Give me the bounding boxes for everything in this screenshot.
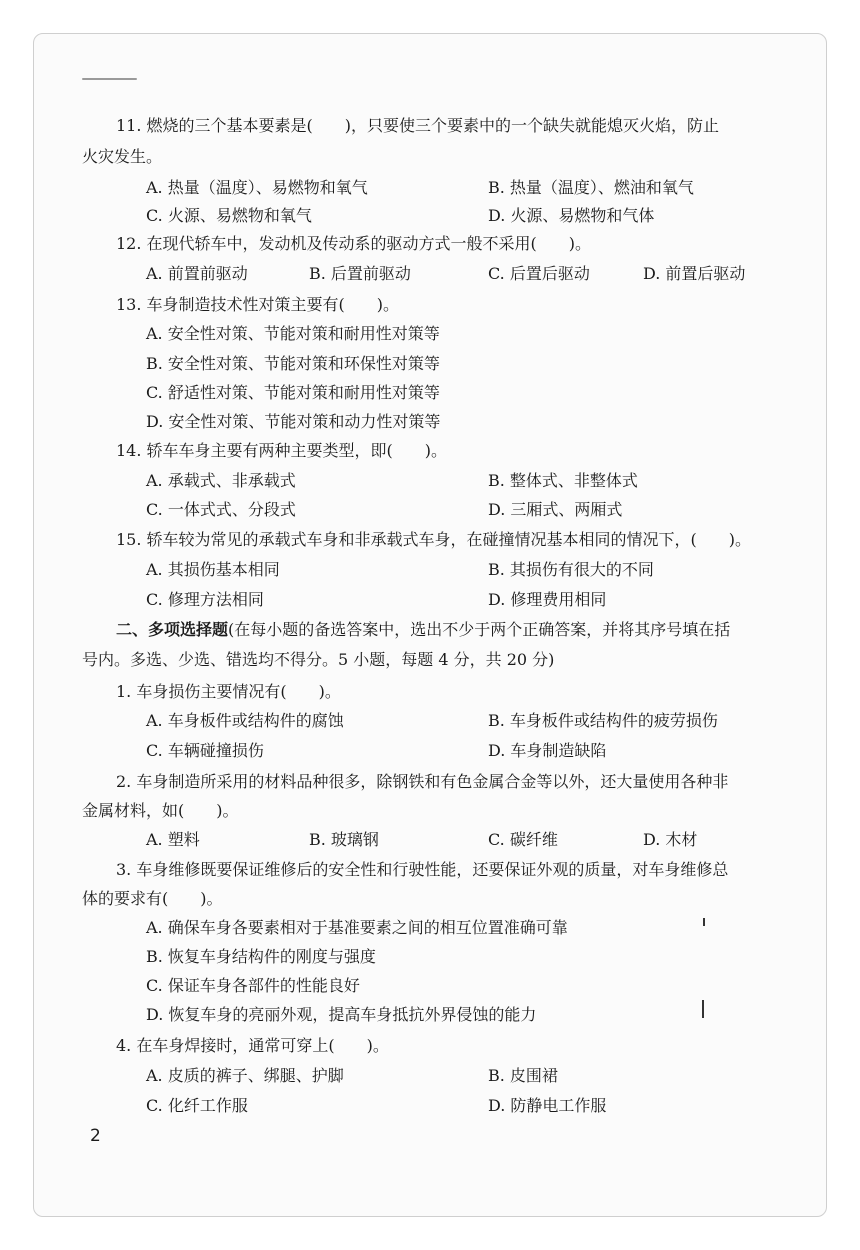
multi-question-2-stem: 2. 车身制造所采用的材料品种很多，除钢铁和有色金属合金等以外，还大量使用各种非 xyxy=(116,772,729,791)
question-15-option-b: B. 其损伤有很大的不同 xyxy=(488,560,654,579)
question-12-option-c: C. 后置后驱动 xyxy=(488,264,590,283)
question-15-stem: 15. 轿车较为常见的承载式车身和非承载式车身，在碰撞情况基本相同的情况下，( )。 xyxy=(116,530,752,549)
question-14-stem: 14. 轿车车身主要有两种主要类型，即( )。 xyxy=(116,441,448,460)
question-14-option-c: C. 一体式式、分段式 xyxy=(146,500,296,519)
question-11-stem-continued: 火灾发生。 xyxy=(82,147,163,166)
question-13-stem: 13. 车身制造技术性对策主要有( )。 xyxy=(116,295,400,314)
question-15-option-d: D. 修理费用相同 xyxy=(488,590,607,609)
question-13-option-c: C. 舒适性对策、节能对策和耐用性对策等 xyxy=(146,383,440,402)
question-13-option-b: B. 安全性对策、节能对策和环保性对策等 xyxy=(146,354,440,373)
question-12-option-a: A. 前置前驱动 xyxy=(146,264,248,283)
section-2-description: (在每小题的备选答案中，选出不少于两个正确答案，并将其序号填在括 xyxy=(228,620,731,639)
multi-question-2-option-d: D. 木材 xyxy=(643,830,698,849)
question-15-option-a: A. 其损伤基本相同 xyxy=(146,560,280,579)
question-15-option-c: C. 修理方法相同 xyxy=(146,590,264,609)
multi-question-1-option-d: D. 车身制造缺陷 xyxy=(488,741,607,760)
section-2-title: 二、多项选择题 xyxy=(116,620,229,639)
multi-question-3-option-d: D. 恢复车身的亮丽外观，提高车身抵抗外界侵蚀的能力 xyxy=(146,1005,537,1024)
section-2-header xyxy=(116,620,730,640)
question-14-option-a: A. 承载式、非承载式 xyxy=(146,471,296,490)
multi-question-2-stem-continued: 金属材料，如( )。 xyxy=(82,801,239,820)
question-11-option-d: D. 火源、易燃物和气体 xyxy=(488,206,655,225)
page-number: 2 xyxy=(90,1126,101,1146)
multi-question-4-option-b: B. 皮围裙 xyxy=(488,1066,558,1085)
multi-question-2-option-a: A. 塑料 xyxy=(146,830,200,849)
question-11-option-b: B. 热量（温度）、燃油和氧气 xyxy=(488,178,694,197)
question-14-option-d: D. 三厢式、两厢式 xyxy=(488,500,623,519)
pencil-mark xyxy=(702,1000,704,1018)
multi-question-3-option-b: B. 恢复车身结构件的刚度与强度 xyxy=(146,947,376,966)
multi-question-4-option-c: C. 化纤工作服 xyxy=(146,1096,248,1115)
question-11-option-a: A. 热量（温度）、易燃物和氧气 xyxy=(146,178,368,197)
question-13-option-d: D. 安全性对策、节能对策和动力性对策等 xyxy=(146,412,441,431)
multi-question-3-stem-continued: 体的要求有( )。 xyxy=(82,889,223,908)
multi-question-3-option-c: C. 保证车身各部件的性能良好 xyxy=(146,976,360,995)
multi-question-4-option-a: A. 皮质的裤子、绑腿、护脚 xyxy=(146,1066,344,1085)
question-14-option-b: B. 整体式、非整体式 xyxy=(488,471,638,490)
multi-question-2-option-b: B. 玻璃钢 xyxy=(309,830,379,849)
question-12-option-b: B. 后置前驱动 xyxy=(309,264,411,283)
multi-question-2-option-c: C. 碳纤维 xyxy=(488,830,558,849)
question-11-stem: 11. 燃烧的三个基本要素是( )，只要使三个要素中的一个缺失就能熄灭火焰，防止 xyxy=(116,116,720,135)
multi-question-3-stem: 3. 车身维修既要保证维修后的安全性和行驶性能，还要保证外观的质量，对车身维修总 xyxy=(116,860,729,879)
multi-question-3-option-a: A. 确保车身各要素相对于基准要素之间的相互位置准确可靠 xyxy=(146,918,568,937)
pencil-mark xyxy=(703,918,705,926)
question-12-stem: 12. 在现代轿车中，发动机及传动系的驱动方式一般不采用( )。 xyxy=(116,234,592,253)
multi-question-1-option-c: C. 车辆碰撞损伤 xyxy=(146,741,264,760)
question-13-option-a: A. 安全性对策、节能对策和耐用性对策等 xyxy=(146,324,440,343)
multi-question-4-stem: 4. 在车身焊接时，通常可穿上( )。 xyxy=(116,1036,389,1055)
header-rule xyxy=(82,78,137,80)
question-12-option-d: D. 前置后驱动 xyxy=(643,264,746,283)
multi-question-1-option-b: B. 车身板件或结构件的疲劳损伤 xyxy=(488,711,718,730)
multi-question-4-option-d: D. 防静电工作服 xyxy=(488,1096,607,1115)
section-2-description-continued: 号内。多选、少选、错选均不得分。5 小题，每题 4 分，共 20 分) xyxy=(82,650,555,669)
multi-question-1-option-a: A. 车身板件或结构件的腐蚀 xyxy=(146,711,344,730)
multi-question-1-stem: 1. 车身损伤主要情况有( )。 xyxy=(116,682,341,701)
question-11-option-c: C. 火源、易燃物和氧气 xyxy=(146,206,312,225)
